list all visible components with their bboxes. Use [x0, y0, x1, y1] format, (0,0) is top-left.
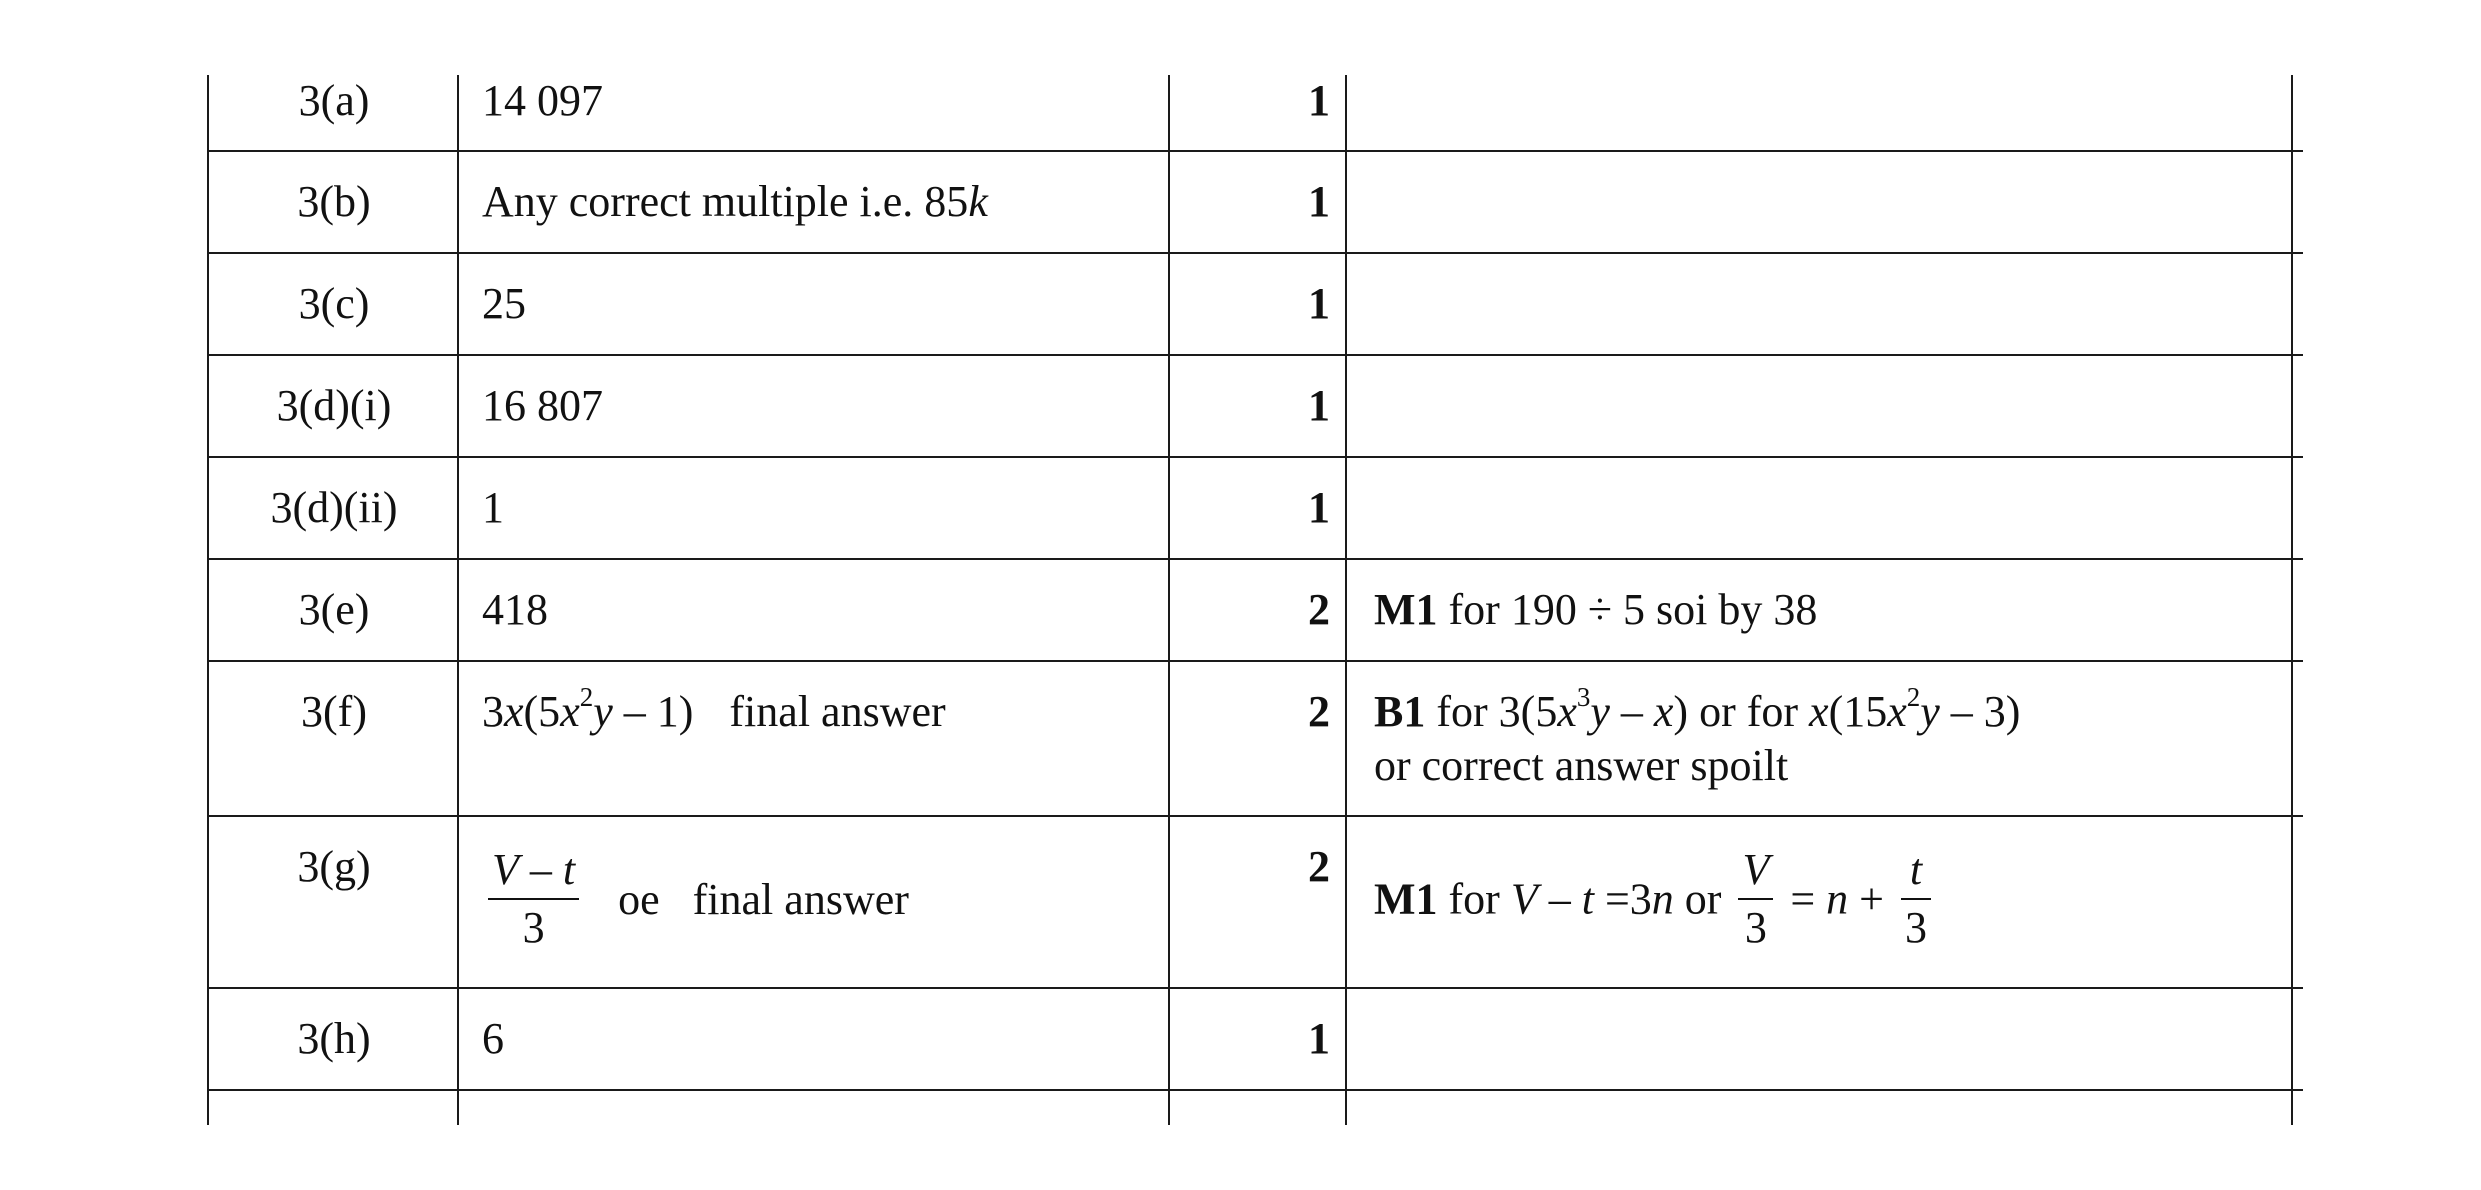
column-divider: [1168, 75, 1170, 1125]
answer: 16 807: [482, 381, 603, 430]
answer-note: oe final answer: [618, 874, 909, 924]
row-divider: [207, 987, 2303, 989]
guidance-math: for $3(5x^3y - x)$ or for $x(15x^2y - 3)$: [1425, 682, 2021, 736]
guidance-text: M1 for V – t =3n or: [1374, 874, 1722, 924]
answer-fraction: $\frac{V - t}{3}$: [488, 846, 579, 952]
marks: 2: [1308, 687, 1330, 736]
marks: 2: [1308, 585, 1330, 634]
answer-text: Any correct multiple i.e. 85: [482, 177, 969, 226]
mark-code: B1: [1374, 687, 1426, 736]
row-divider: [207, 558, 2303, 560]
answer: [482, 846, 909, 952]
guidance: M1 for V – t =3n or $\frac{V}{3}$ = n + $\frac{t}{3}$: [1374, 846, 1937, 952]
row-divider: [207, 660, 2303, 662]
guidance: [1374, 682, 2021, 739]
row-divider: [207, 456, 2303, 458]
guidance-fraction: $\frac{V}{3}$: [1738, 846, 1773, 952]
mark-code: M1: [1374, 585, 1438, 634]
row-divider: [207, 150, 2303, 152]
question-number: 3(a): [298, 76, 370, 125]
question-number: 3(c): [298, 279, 370, 328]
answer: [482, 682, 946, 739]
marks: 1: [1308, 76, 1330, 125]
question-number: 3(b): [297, 177, 371, 226]
marks: 1: [1308, 483, 1330, 532]
marks: 1: [1308, 177, 1330, 226]
answer-note: final answer: [729, 687, 946, 736]
row-divider: [207, 815, 2303, 817]
marks: 2: [1308, 842, 1330, 891]
row-divider: [207, 1089, 2303, 1091]
guidance: [1374, 583, 1817, 637]
row-divider: [207, 354, 2303, 356]
guidance-fraction: $\frac{t}{3}$: [1901, 846, 1931, 952]
guidance-line-2: or correct answer spoilt: [1374, 741, 1789, 790]
marks: 1: [1308, 279, 1330, 328]
question-number: 3(e): [298, 585, 370, 634]
answer: 25: [482, 279, 526, 328]
answer: 14 097: [482, 76, 603, 125]
answer: 418: [482, 585, 548, 634]
question-number: 3(d)(i): [276, 381, 392, 430]
question-number: 3(d)(ii): [270, 483, 398, 532]
question-number: 3(f): [301, 687, 367, 736]
row-divider: [207, 252, 2303, 254]
table-border-right: [2291, 75, 2293, 1125]
answer-math: $3x(5x^2y - 1)$: [482, 682, 694, 736]
answer-variable: k: [968, 177, 988, 226]
answer: [482, 175, 988, 229]
answer: 1: [482, 483, 504, 532]
marks: 1: [1308, 381, 1330, 430]
question-number: 3(g): [297, 842, 371, 891]
guidance-text: for 190 ÷ 5 soi by 38: [1437, 585, 1818, 634]
answer: 6: [482, 1014, 504, 1063]
question-number: 3(h): [297, 1014, 371, 1063]
column-divider: [1345, 75, 1347, 1125]
marks: 1: [1308, 1014, 1330, 1063]
